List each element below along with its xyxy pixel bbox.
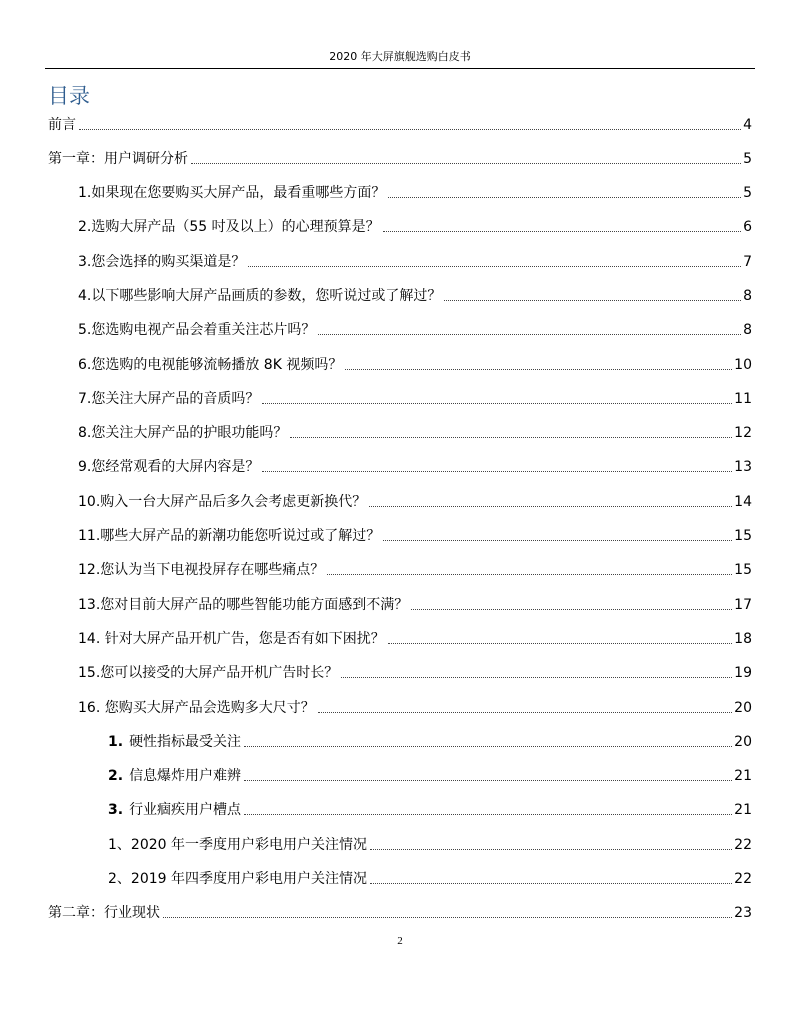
toc-entry-text: 行业痼疾用户槽点 <box>129 802 242 818</box>
toc-entry-sub[interactable] <box>108 868 752 888</box>
toc-entry[interactable] <box>78 697 752 717</box>
toc-page-number: 4 <box>743 117 752 133</box>
toc-entry[interactable] <box>78 628 752 648</box>
toc-page-number: 20 <box>734 734 752 750</box>
toc-page-number: 8 <box>743 322 752 338</box>
toc-page-number: 6 <box>743 219 752 235</box>
toc-entry-text: 13.您对目前大屏产品的哪些智能功能方面感到不满？ <box>78 597 409 613</box>
dot-leader <box>244 746 732 747</box>
dot-leader <box>318 712 732 713</box>
toc-page-number: 15 <box>734 562 752 578</box>
toc-entry[interactable] <box>78 491 752 511</box>
toc-page-number: 5 <box>743 151 752 167</box>
toc-entry[interactable] <box>78 182 752 202</box>
toc-entry-text: 硬性指标最受关注 <box>129 734 242 750</box>
toc-entry-number: 1. <box>108 734 124 750</box>
toc-page-number: 20 <box>734 700 752 716</box>
toc-entry[interactable] <box>78 559 752 579</box>
dot-leader <box>262 471 732 472</box>
toc-page-number: 17 <box>734 597 752 613</box>
toc-entry-text: 7.您关注大屏产品的音质吗？ <box>78 391 260 407</box>
toc-entry-text: 第一章：用户调研分析 <box>48 151 188 167</box>
dot-leader <box>341 677 732 678</box>
dot-leader <box>248 266 741 267</box>
toc-entry-text: 2.选购大屏产品（55 吋及以上）的心理预算是？ <box>78 219 380 235</box>
toc-entry-text: 3.您会选择的购买渠道是？ <box>78 254 246 270</box>
toc-entry-text: 1.如果现在您要购买大屏产品，最看重哪些方面？ <box>78 185 386 201</box>
toc-page-number: 18 <box>734 631 752 647</box>
toc-entry[interactable] <box>78 662 752 682</box>
toc-page-number: 13 <box>734 459 752 475</box>
dot-leader <box>411 609 732 610</box>
toc-entry-text: 14. 针对大屏产品开机广告，您是否有如下困扰？ <box>78 631 385 647</box>
toc-entry-sub[interactable] <box>108 731 752 751</box>
dot-leader <box>383 231 741 232</box>
toc-page-number: 21 <box>734 768 752 784</box>
header-rule <box>45 68 755 69</box>
dot-leader <box>290 437 732 438</box>
toc-entry-text: 12.您认为当下电视投屏存在哪些痛点？ <box>78 562 325 578</box>
toc-entry-text: 1、2020 年一季度用户彩电用户关注情况 <box>108 837 367 853</box>
toc-entry[interactable] <box>78 251 752 271</box>
toc-entry-text: 15.您可以接受的大屏产品开机广告时长？ <box>78 665 339 681</box>
dot-leader <box>79 129 741 130</box>
toc-entry[interactable] <box>78 422 752 442</box>
dot-leader <box>244 814 732 815</box>
dot-leader <box>163 917 732 918</box>
toc-entry-preface[interactable] <box>48 114 752 134</box>
toc-entry-chapter-2[interactable] <box>48 902 752 922</box>
dot-leader <box>327 574 732 575</box>
toc-entry-text: 4.以下哪些影响大屏产品画质的参数，您听说过或了解过？ <box>78 288 442 304</box>
toc-entry[interactable] <box>78 594 752 614</box>
dot-leader <box>388 643 732 644</box>
toc-entry-sub[interactable] <box>108 765 752 785</box>
toc-entry-text: 11.哪些大屏产品的新潮功能您听说过或了解过？ <box>78 528 381 544</box>
page-number-footer: 2 <box>397 935 403 947</box>
toc-page-number: 8 <box>743 288 752 304</box>
dot-leader <box>370 849 732 850</box>
toc-entry[interactable] <box>78 319 752 339</box>
dot-leader <box>244 780 732 781</box>
toc-page-number: 5 <box>743 185 752 201</box>
toc-entry-number: 3. <box>108 802 124 818</box>
toc-entry-text: 第二章：行业现状 <box>48 905 160 921</box>
dot-leader <box>345 369 732 370</box>
toc-entry[interactable] <box>78 525 752 545</box>
toc-page-number: 12 <box>734 425 752 441</box>
dot-leader <box>444 300 741 301</box>
toc-entry-chapter-1[interactable] <box>48 148 752 168</box>
running-header: 2020 年大屏旗舰选购白皮书 <box>329 50 471 63</box>
dot-leader <box>318 334 741 335</box>
toc-entry-number: 2. <box>108 768 124 784</box>
dot-leader <box>388 197 741 198</box>
dot-leader <box>262 403 732 404</box>
toc-entry-text: 信息爆炸用户难辨 <box>129 768 242 784</box>
toc-entry[interactable] <box>78 216 752 236</box>
toc-entry-text: 5.您选购电视产品会着重关注芯片吗？ <box>78 322 316 338</box>
toc-page-number: 10 <box>734 357 752 373</box>
dot-leader <box>370 883 732 884</box>
toc-page-number: 23 <box>734 905 752 921</box>
toc-page-number: 14 <box>734 494 752 510</box>
toc-entry-text: 2、2019 年四季度用户彩电用户关注情况 <box>108 871 367 887</box>
toc-page-number: 21 <box>734 802 752 818</box>
toc-title: 目录 <box>48 84 90 108</box>
toc-page-number: 15 <box>734 528 752 544</box>
toc-page-number: 11 <box>734 391 752 407</box>
toc-entry[interactable] <box>78 456 752 476</box>
toc-entry-text: 9.您经常观看的大屏内容是？ <box>78 459 260 475</box>
toc-entry-text: 8.您关注大屏产品的护眼功能吗？ <box>78 425 288 441</box>
toc-entry-text: 6.您选购的电视能够流畅播放 8K 视频吗？ <box>78 357 343 373</box>
toc-entry-sub[interactable] <box>108 834 752 854</box>
toc-entry-sub[interactable] <box>108 799 752 819</box>
dot-leader <box>191 163 741 164</box>
toc-entry[interactable] <box>78 354 752 374</box>
toc-entry[interactable] <box>78 285 752 305</box>
toc-page-number: 19 <box>734 665 752 681</box>
toc-entry-text: 前言 <box>48 117 76 133</box>
dot-leader <box>383 540 732 541</box>
toc-page-number: 7 <box>743 254 752 270</box>
toc-entry-text: 10.购入一台大屏产品后多久会考虑更新换代？ <box>78 494 367 510</box>
toc-page-number: 22 <box>734 837 752 853</box>
toc-page-number: 22 <box>734 871 752 887</box>
toc-entry[interactable] <box>78 388 752 408</box>
dot-leader <box>369 506 732 507</box>
toc-entry-text: 16. 您购买大屏产品会选购多大尺寸？ <box>78 700 315 716</box>
